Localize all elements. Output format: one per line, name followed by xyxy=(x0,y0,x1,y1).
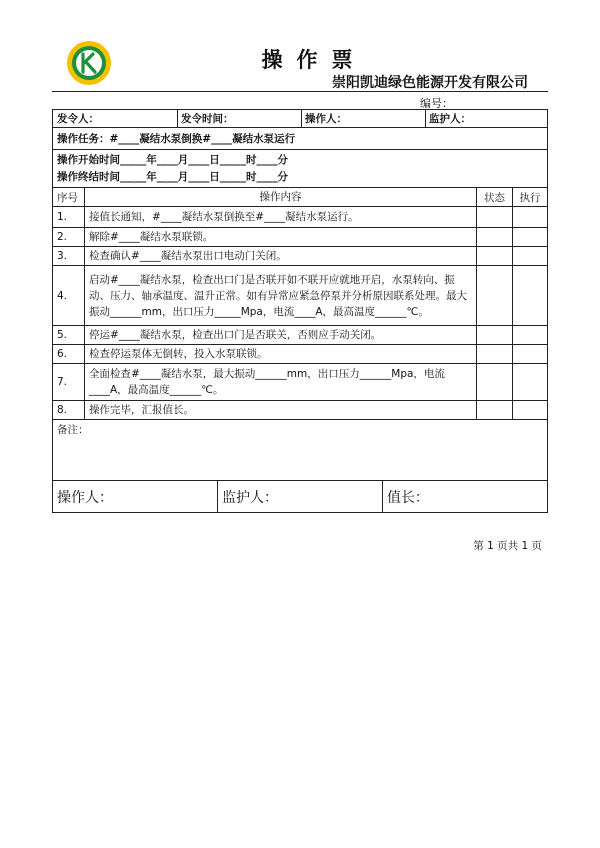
company-name: 崇阳凯迪绿色能源开发有限公司 xyxy=(332,75,528,91)
header-content: 操作内容 xyxy=(85,188,477,206)
step-row xyxy=(52,228,548,247)
step-row xyxy=(52,401,548,420)
shift-leader-signature[interactable]: 值长： xyxy=(387,489,429,506)
step-status-cell[interactable] xyxy=(477,326,513,344)
step-row xyxy=(52,207,548,228)
step-number: 8. xyxy=(53,401,85,419)
end-time[interactable]: 操作终结时间_____年____月____日_____时____分 xyxy=(57,170,288,183)
step-status-cell[interactable] xyxy=(477,228,513,246)
step-number: 7. xyxy=(53,364,85,400)
header-exec: 执行 xyxy=(519,191,541,204)
issuer-field[interactable]: 发令人： xyxy=(57,113,99,125)
step-content: 检查停运泵体无倒转，投入水泵联锁。 xyxy=(85,345,477,363)
step-status-cell[interactable] xyxy=(477,401,513,419)
issuer-row xyxy=(52,109,548,128)
step-content: 操作完毕，汇报值长。 xyxy=(85,401,477,419)
header-no: 序号 xyxy=(53,188,85,206)
supervisor-field[interactable]: 监护人： xyxy=(429,113,471,125)
step-content: 停运#____凝结水泵，检查出口门是否联关，否则应手动关闭。 xyxy=(85,326,477,344)
step-exec-cell[interactable] xyxy=(513,364,547,400)
step-row xyxy=(52,247,548,266)
task-row xyxy=(52,128,548,150)
step-exec-cell[interactable] xyxy=(513,345,547,363)
serial-number-label: 编号： xyxy=(420,97,453,110)
step-content: 启动#____凝结水泵，检查出口门是否联开如不联开应就地开启，水泵转向、振动、压力、轴承温度、温升正常。如有异常应紧急停泵并分析原因联系处理。最大振动______mm，出口压力_____Mpa，电流____A，最高温度______℃。 xyxy=(85,266,477,325)
operation-ticket-form xyxy=(52,109,548,513)
step-status-cell[interactable] xyxy=(477,266,513,325)
operator-signature[interactable]: 操作人： xyxy=(53,481,218,512)
step-number: 1. xyxy=(53,207,85,227)
page-title: 操作票 xyxy=(261,48,367,72)
step-exec-cell[interactable] xyxy=(513,207,547,227)
step-row xyxy=(52,345,548,364)
step-exec-cell[interactable] xyxy=(513,247,547,265)
supervisor-signature[interactable]: 监护人： xyxy=(218,481,383,512)
step-content: 全面检查#____凝结水泵，最大振动______mm，出口压力______Mpa，电流____A，最高温度______℃。 xyxy=(85,364,477,400)
step-number: 2. xyxy=(53,228,85,246)
step-exec-cell[interactable] xyxy=(513,266,547,325)
step-row xyxy=(52,326,548,345)
step-exec-cell[interactable] xyxy=(513,228,547,246)
issue-time-field[interactable]: 发令时间： xyxy=(181,113,234,125)
step-number: 5. xyxy=(53,326,85,344)
operator-field[interactable]: 操作人： xyxy=(305,113,347,125)
start-time[interactable]: 操作开始时间_____年____月____日_____时____分 xyxy=(57,153,288,166)
step-content: 检查确认#____凝结水泵出口电动门关闭。 xyxy=(85,247,477,265)
step-status-cell[interactable] xyxy=(477,364,513,400)
step-status-cell[interactable] xyxy=(477,247,513,265)
step-number: 3. xyxy=(53,247,85,265)
time-row xyxy=(52,150,548,188)
step-number: 4. xyxy=(53,266,85,325)
step-status-cell[interactable] xyxy=(477,207,513,227)
header-rule xyxy=(52,91,548,92)
step-number: 6. xyxy=(53,345,85,363)
page-number: 第 1 页共 1 页 xyxy=(473,540,542,552)
step-content: 解除#____凝结水泵联锁。 xyxy=(85,228,477,246)
steps-header-row xyxy=(52,188,548,207)
step-row xyxy=(52,266,548,326)
step-status-cell[interactable] xyxy=(477,345,513,363)
step-exec-cell[interactable] xyxy=(513,401,547,419)
signature-row xyxy=(52,481,548,513)
operation-task[interactable]: 操作任务：#____凝结水泵倒换#____凝结水泵运行 xyxy=(57,133,296,145)
step-row xyxy=(52,364,548,401)
remarks-label: 备注： xyxy=(57,424,89,436)
step-content: 接值长通知，#____凝结水泵倒换至#____凝结水泵运行。 xyxy=(85,207,477,227)
step-exec-cell[interactable] xyxy=(513,326,547,344)
header-status: 状态 xyxy=(477,188,513,206)
remarks-row[interactable] xyxy=(52,420,548,481)
